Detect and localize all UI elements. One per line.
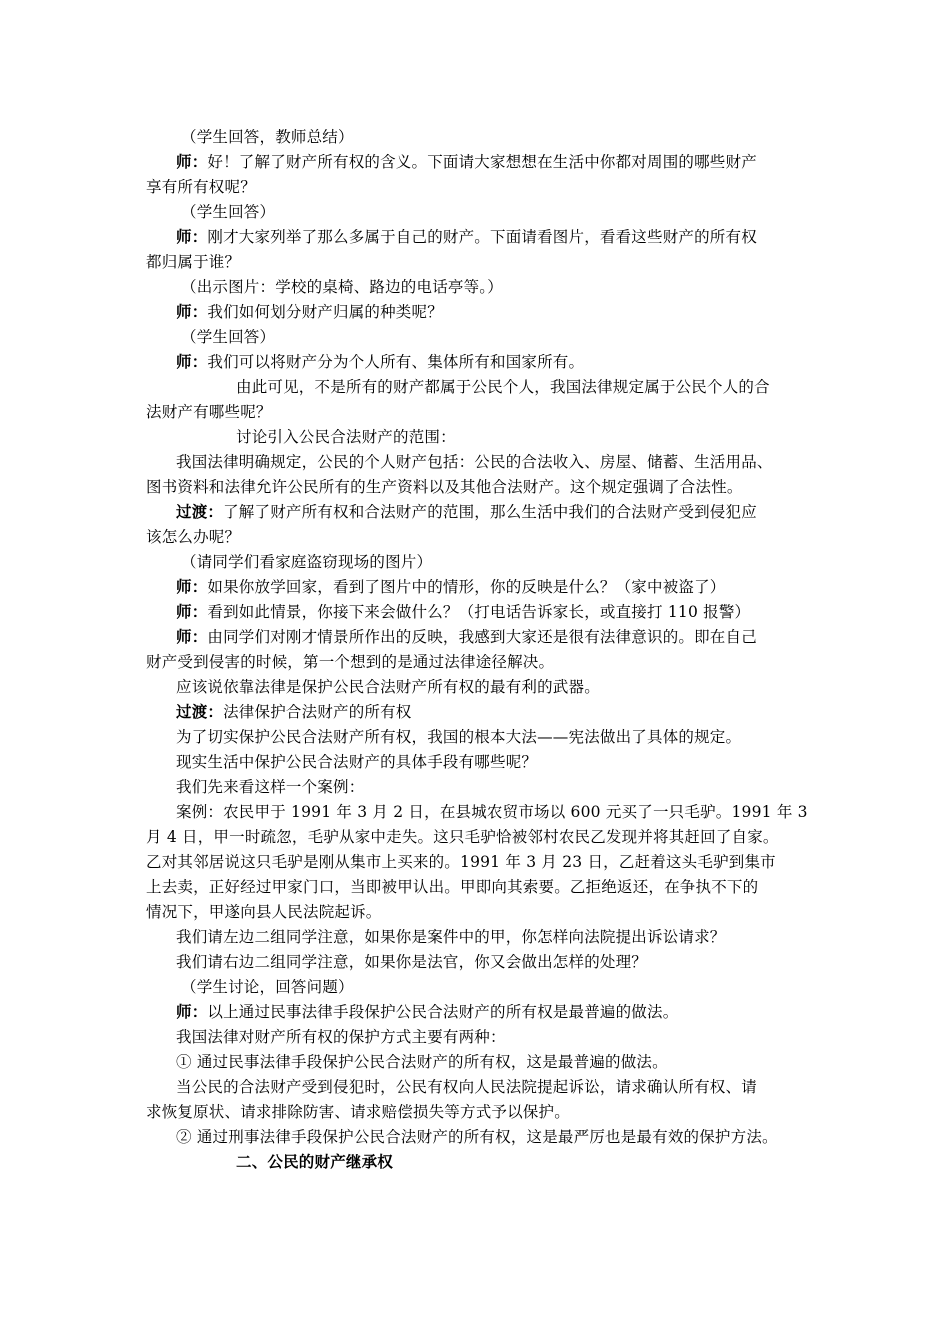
text-line: 当公民的合法财产受到侵犯时，公民有权向人民法院提起诉讼，请求确认所有权、请 bbox=[176, 1078, 757, 1096]
text-line: 由此可见，不是所有的财产都属于公民个人，我国法律规定属于公民个人的合 bbox=[236, 378, 770, 396]
speaker-label: 师： bbox=[176, 303, 208, 321]
text-line: （学生回答，教师总结） bbox=[181, 128, 354, 146]
text-line: 乙对其邻居说这只毛驴是刚从集市上买来的。1991 年 3 月 23 日，乙赶着这头毛驴到集市 bbox=[146, 853, 776, 871]
transition-label: 过渡： bbox=[176, 503, 224, 521]
text-line: 我国法律对财产所有权的保护方式主要有两种： bbox=[176, 1028, 506, 1046]
text-line: 月 4 日，甲一时疏忽，毛驴从家中走失。这只毛驴恰被邻村农民乙发现并将其赶回了自家。 bbox=[146, 828, 779, 846]
text-line: （学生讨论，回答问题） bbox=[181, 978, 354, 996]
text-line: 案例：农民甲于 1991 年 3 月 2 日，在县城农贸市场以 600 元买了一只毛驴。1991 年 3 bbox=[176, 803, 808, 821]
text-line: （出示图片：学校的桌椅、路边的电话亭等。） bbox=[181, 278, 503, 296]
speaker-label: 师： bbox=[176, 353, 208, 371]
text-line: ② 通过刑事法律手段保护公民合法财产的所有权，这是最严厉也是最有效的保护方法。 bbox=[176, 1128, 778, 1146]
text-line: 该怎么办呢？ bbox=[146, 528, 241, 546]
text-line: 师：好！了解了财产所有权的含义。下面请大家想想在生活中你都对周围的哪些财产 bbox=[176, 153, 757, 171]
text-line: 过渡：了解了财产所有权和合法财产的范围，那么生活中我们的合法财产受到侵犯应 bbox=[176, 503, 757, 521]
text-line: 享有所有权呢？ bbox=[146, 178, 256, 196]
text-line: 过渡：法律保护合法财产的所有权 bbox=[176, 703, 412, 721]
text-line: 我们请右边二组同学注意，如果你是法官，你又会做出怎样的处理？ bbox=[176, 953, 648, 971]
text-line: 求恢复原状、请求排除防害、请求赔偿损失等方式予以保护。 bbox=[146, 1103, 570, 1121]
text-line: 我们请左边二组同学注意，如果你是案件中的甲，你怎样向法院提出诉讼请求？ bbox=[176, 928, 726, 946]
speaker-label: 师： bbox=[176, 228, 208, 246]
speaker-label: 师： bbox=[176, 1003, 208, 1021]
section-heading: 二、公民的财产继承权 bbox=[236, 1153, 394, 1171]
text-line: 现实生活中保护公民合法财产的具体手段有哪些呢？ bbox=[176, 753, 538, 771]
speaker-label: 师： bbox=[176, 628, 208, 646]
text-line: 都归属于谁？ bbox=[146, 253, 241, 271]
text-line: 师：看到如此情景，你接下来会做什么？（打电话告诉家长，或直接打 110 报警） bbox=[176, 603, 751, 621]
text-line: （请同学们看家庭盗窃现场的图片） bbox=[181, 553, 433, 571]
speaker-label: 师： bbox=[176, 603, 208, 621]
text-line: 情况下，甲遂向县人民法院起诉。 bbox=[146, 903, 382, 921]
text-line: 我国法律明确规定，公民的个人财产包括：公民的合法收入、房屋、储蓄、生活用品、 bbox=[176, 453, 773, 471]
transition-label: 过渡： bbox=[176, 703, 224, 721]
text-line: （学生回答） bbox=[181, 328, 276, 346]
text-line: 财产受到侵害的时候，第一个想到的是通过法律途径解决。 bbox=[146, 653, 555, 671]
text-line: 应该说依靠法律是保护公民合法财产所有权的最有利的武器。 bbox=[176, 678, 600, 696]
text-line: 师：以上通过民事法律手段保护公民合法财产的所有权是最普遍的做法。 bbox=[176, 1003, 679, 1021]
text-line: 为了切实保护公民合法财产所有权，我国的根本大法——宪法做出了具体的规定。 bbox=[176, 728, 742, 746]
text-line: 师：刚才大家列举了那么多属于自己的财产。下面请看图片，看看这些财产的所有权 bbox=[176, 228, 757, 246]
text-line: ① 通过民事法律手段保护公民合法财产的所有权，这是最普遍的做法。 bbox=[176, 1053, 668, 1071]
text-line: 师：由同学们对刚才情景所作出的反映，我感到大家还是很有法律意识的。即在自己 bbox=[176, 628, 757, 646]
text-line: 师：我们如何划分财产归属的种类呢？ bbox=[176, 303, 443, 321]
text-line: 讨论引入公民合法财产的范围： bbox=[236, 428, 456, 446]
text-line: 师：我们可以将财产分为个人所有、集体所有和国家所有。 bbox=[176, 353, 585, 371]
text-line: 我们先来看这样一个案例： bbox=[176, 778, 365, 796]
text-line: 图书资料和法律允许公民所有的生产资料以及其他合法财产。这个规定强调了合法性。 bbox=[146, 478, 743, 496]
text-line: （学生回答） bbox=[181, 203, 276, 221]
text-line: 师：如果你放学回家，看到了图片中的情形，你的反映是什么？（家中被盗了） bbox=[176, 578, 726, 596]
text-line: 法财产有哪些呢？ bbox=[146, 403, 272, 421]
text-line: 上去卖，正好经过甲家门口，当即被甲认出。甲即向其索要。乙拒绝返还，在争执不下的 bbox=[146, 878, 759, 896]
speaker-label: 师： bbox=[176, 578, 208, 596]
speaker-label: 师： bbox=[176, 153, 208, 171]
